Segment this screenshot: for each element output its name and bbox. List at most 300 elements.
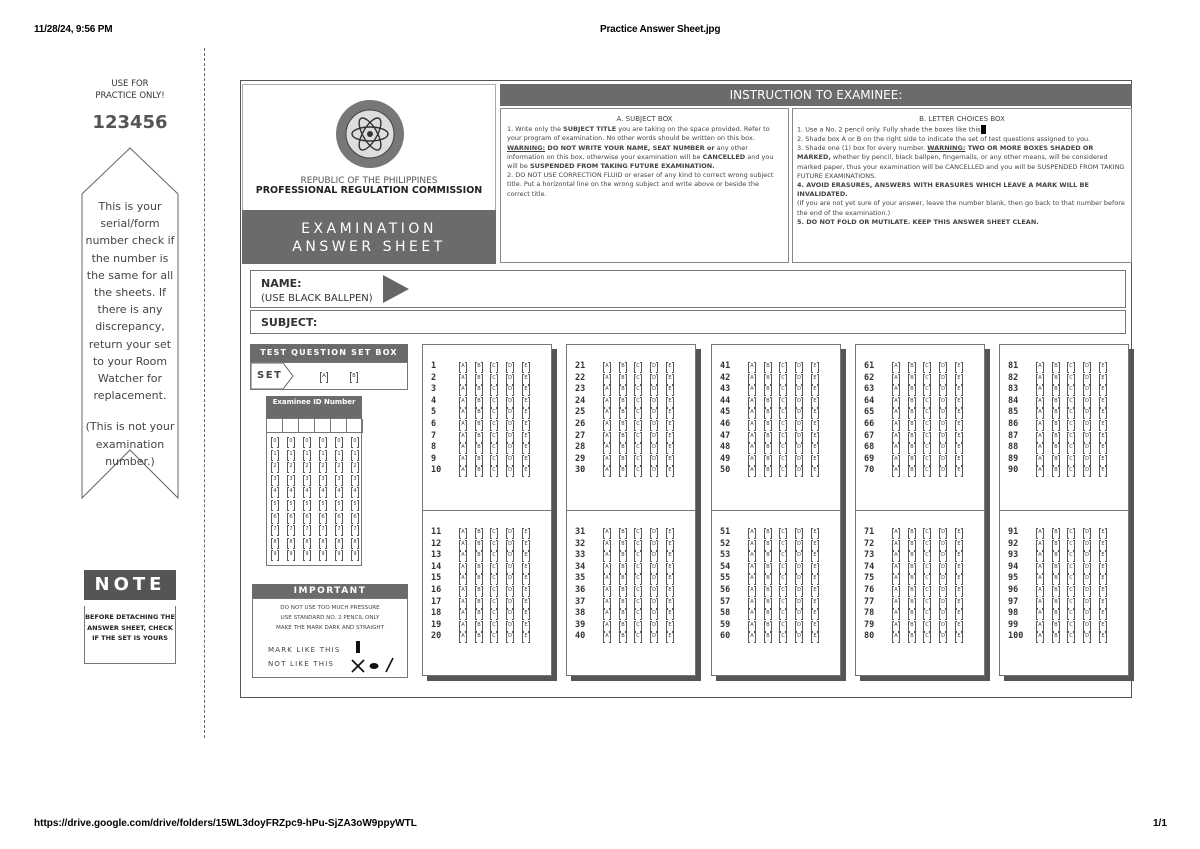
answer-choice-bubble[interactable]: B bbox=[1054, 397, 1058, 404]
answer-choice-bubble[interactable]: B bbox=[766, 455, 770, 462]
answer-choice-bubble[interactable]: A bbox=[605, 397, 609, 404]
answer-choice-bubble[interactable]: E bbox=[957, 386, 961, 393]
answer-choice-bubble[interactable]: C bbox=[492, 598, 496, 605]
answer-choice-bubble[interactable]: B bbox=[766, 540, 770, 547]
answer-choice-bubble[interactable]: D bbox=[508, 467, 512, 474]
answer-choice-bubble[interactable]: A bbox=[750, 374, 754, 381]
answer-choice-bubble[interactable]: D bbox=[941, 467, 945, 474]
answer-choice-bubble[interactable]: D bbox=[941, 409, 945, 416]
answer-choice-bubble[interactable]: E bbox=[1101, 563, 1105, 570]
answer-choice-bubble[interactable]: A bbox=[750, 421, 754, 427]
answer-choice-bubble[interactable]: D bbox=[1085, 455, 1089, 462]
answer-choice-bubble[interactable]: E bbox=[1101, 529, 1105, 535]
answer-choice-bubble[interactable]: A bbox=[750, 587, 754, 593]
answer-choice-bubble[interactable]: A bbox=[461, 432, 465, 439]
answer-choice-bubble[interactable]: C bbox=[925, 455, 929, 462]
answer-choice-bubble[interactable]: D bbox=[941, 386, 945, 393]
id-digit-write-box[interactable] bbox=[283, 419, 299, 433]
answer-choice-bubble[interactable]: C bbox=[781, 610, 785, 617]
answer-choice-bubble[interactable]: D bbox=[1085, 409, 1089, 416]
answer-choice-bubble[interactable]: A bbox=[894, 621, 898, 628]
answer-choice-bubble[interactable]: A bbox=[894, 386, 898, 393]
answer-choice-bubble[interactable]: E bbox=[1101, 575, 1105, 582]
id-digit-write-box[interactable] bbox=[331, 419, 347, 433]
answer-choice-bubble[interactable]: B bbox=[766, 467, 770, 474]
id-digit-bubble[interactable]: 4 bbox=[337, 488, 341, 495]
answer-choice-bubble[interactable]: C bbox=[781, 540, 785, 547]
answer-choice-bubble[interactable]: E bbox=[957, 552, 961, 559]
answer-choice-bubble[interactable]: B bbox=[910, 397, 914, 404]
id-digit-write-box[interactable] bbox=[315, 419, 331, 433]
answer-choice-bubble[interactable]: C bbox=[636, 386, 640, 393]
answer-choice-bubble[interactable]: B bbox=[1054, 455, 1058, 462]
id-digit-bubble[interactable]: 1 bbox=[337, 450, 341, 457]
answer-choice-bubble[interactable]: E bbox=[1101, 374, 1105, 381]
answer-choice-bubble[interactable]: C bbox=[781, 409, 785, 416]
answer-choice-bubble[interactable]: D bbox=[508, 540, 512, 547]
answer-choice-bubble[interactable]: C bbox=[636, 409, 640, 416]
answer-choice-bubble[interactable]: E bbox=[1101, 598, 1105, 605]
answer-choice-bubble[interactable]: D bbox=[797, 374, 801, 381]
answer-choice-bubble[interactable]: C bbox=[781, 598, 785, 605]
answer-choice-bubble[interactable]: D bbox=[941, 563, 945, 570]
answer-choice-bubble[interactable]: B bbox=[477, 552, 481, 559]
id-digit-bubble[interactable]: 0 bbox=[289, 438, 293, 444]
answer-choice-bubble[interactable]: C bbox=[636, 540, 640, 547]
answer-choice-bubble[interactable]: D bbox=[508, 633, 512, 640]
answer-choice-bubble[interactable]: E bbox=[524, 621, 528, 628]
answer-choice-bubble[interactable]: E bbox=[668, 529, 672, 535]
answer-choice-bubble[interactable]: E bbox=[524, 432, 528, 439]
answer-choice-bubble[interactable]: C bbox=[925, 587, 929, 593]
answer-choice-bubble[interactable]: B bbox=[621, 598, 625, 605]
answer-choice-bubble[interactable]: C bbox=[636, 610, 640, 617]
id-digit-bubble[interactable]: 9 bbox=[353, 551, 357, 558]
answer-choice-bubble[interactable]: E bbox=[957, 587, 961, 593]
answer-choice-bubble[interactable]: C bbox=[492, 409, 496, 416]
answer-choice-bubble[interactable]: D bbox=[1085, 610, 1089, 617]
answer-choice-bubble[interactable]: D bbox=[1085, 374, 1089, 381]
answer-choice-bubble[interactable]: B bbox=[621, 421, 625, 427]
answer-choice-bubble[interactable]: E bbox=[524, 610, 528, 617]
answer-choice-bubble[interactable]: B bbox=[1054, 621, 1058, 628]
answer-choice-bubble[interactable]: D bbox=[652, 421, 656, 427]
answer-choice-bubble[interactable]: B bbox=[1054, 467, 1058, 474]
answer-choice-bubble[interactable]: B bbox=[1054, 575, 1058, 582]
answer-choice-bubble[interactable]: D bbox=[508, 409, 512, 416]
answer-choice-bubble[interactable]: E bbox=[813, 610, 817, 617]
answer-choice-bubble[interactable]: E bbox=[1101, 587, 1105, 593]
answer-choice-bubble[interactable]: E bbox=[957, 444, 961, 451]
answer-choice-bubble[interactable]: B bbox=[621, 529, 625, 535]
answer-choice-bubble[interactable]: D bbox=[508, 563, 512, 570]
answer-choice-bubble[interactable]: B bbox=[766, 598, 770, 605]
subject-field[interactable] bbox=[250, 310, 1126, 334]
answer-choice-bubble[interactable]: E bbox=[524, 587, 528, 593]
answer-choice-bubble[interactable]: A bbox=[1038, 444, 1042, 451]
answer-choice-bubble[interactable]: E bbox=[668, 587, 672, 593]
answer-choice-bubble[interactable]: C bbox=[1069, 610, 1073, 617]
answer-choice-bubble[interactable]: B bbox=[477, 455, 481, 462]
answer-choice-bubble[interactable]: D bbox=[1085, 621, 1089, 628]
answer-choice-bubble[interactable]: C bbox=[925, 540, 929, 547]
answer-choice-bubble[interactable]: C bbox=[1069, 397, 1073, 404]
answer-choice-bubble[interactable]: C bbox=[781, 397, 785, 404]
answer-choice-bubble[interactable]: C bbox=[492, 587, 496, 593]
answer-choice-bubble[interactable]: B bbox=[766, 363, 770, 369]
answer-choice-bubble[interactable]: B bbox=[477, 363, 481, 369]
answer-choice-bubble[interactable]: C bbox=[636, 552, 640, 559]
answer-choice-bubble[interactable]: B bbox=[1054, 633, 1058, 640]
answer-choice-bubble[interactable]: B bbox=[766, 633, 770, 640]
answer-choice-bubble[interactable]: C bbox=[636, 621, 640, 628]
answer-choice-bubble[interactable]: A bbox=[461, 575, 465, 582]
answer-choice-bubble[interactable]: E bbox=[1101, 386, 1105, 393]
answer-choice-bubble[interactable]: C bbox=[925, 397, 929, 404]
answer-choice-bubble[interactable]: C bbox=[492, 621, 496, 628]
answer-choice-bubble[interactable]: A bbox=[750, 455, 754, 462]
answer-choice-bubble[interactable]: B bbox=[621, 397, 625, 404]
id-digit-bubble[interactable]: 4 bbox=[305, 488, 309, 495]
answer-choice-bubble[interactable]: C bbox=[492, 455, 496, 462]
answer-choice-bubble[interactable]: C bbox=[1069, 421, 1073, 427]
answer-choice-bubble[interactable]: D bbox=[797, 397, 801, 404]
answer-choice-bubble[interactable]: C bbox=[492, 363, 496, 369]
answer-choice-bubble[interactable]: B bbox=[477, 397, 481, 404]
answer-choice-bubble[interactable]: A bbox=[461, 363, 465, 369]
answer-choice-bubble[interactable]: D bbox=[941, 540, 945, 547]
answer-choice-bubble[interactable]: A bbox=[894, 421, 898, 427]
answer-choice-bubble[interactable]: D bbox=[941, 374, 945, 381]
answer-choice-bubble[interactable]: B bbox=[477, 432, 481, 439]
answer-choice-bubble[interactable]: B bbox=[621, 563, 625, 570]
answer-choice-bubble[interactable]: A bbox=[750, 467, 754, 474]
answer-choice-bubble[interactable]: B bbox=[766, 563, 770, 570]
answer-choice-bubble[interactable]: E bbox=[957, 610, 961, 617]
answer-choice-bubble[interactable]: B bbox=[910, 444, 914, 451]
id-digit-bubble[interactable]: 1 bbox=[289, 450, 293, 457]
answer-choice-bubble[interactable]: B bbox=[910, 598, 914, 605]
answer-choice-bubble[interactable]: A bbox=[605, 529, 609, 535]
answer-choice-bubble[interactable]: C bbox=[1069, 432, 1073, 439]
answer-choice-bubble[interactable]: B bbox=[910, 529, 914, 535]
id-digit-bubble[interactable]: 4 bbox=[273, 488, 277, 495]
answer-choice-bubble[interactable]: A bbox=[750, 575, 754, 582]
answer-choice-bubble[interactable]: A bbox=[750, 386, 754, 393]
answer-choice-bubble[interactable]: E bbox=[957, 374, 961, 381]
answer-choice-bubble[interactable]: E bbox=[524, 363, 528, 369]
answer-choice-bubble[interactable]: E bbox=[1101, 421, 1105, 427]
answer-choice-bubble[interactable]: E bbox=[524, 552, 528, 559]
answer-choice-bubble[interactable]: A bbox=[461, 397, 465, 404]
answer-choice-bubble[interactable]: D bbox=[652, 598, 656, 605]
id-digit-bubble[interactable]: 9 bbox=[305, 551, 309, 558]
id-digit-bubble[interactable]: 0 bbox=[353, 438, 357, 444]
answer-choice-bubble[interactable]: C bbox=[925, 386, 929, 393]
answer-choice-bubble[interactable]: D bbox=[941, 621, 945, 628]
answer-choice-bubble[interactable]: A bbox=[894, 432, 898, 439]
answer-choice-bubble[interactable]: B bbox=[621, 621, 625, 628]
answer-choice-bubble[interactable]: D bbox=[941, 455, 945, 462]
answer-choice-bubble[interactable]: C bbox=[925, 610, 929, 617]
answer-choice-bubble[interactable]: D bbox=[652, 363, 656, 369]
answer-choice-bubble[interactable]: E bbox=[957, 455, 961, 462]
answer-choice-bubble[interactable]: B bbox=[621, 455, 625, 462]
answer-choice-bubble[interactable]: C bbox=[1069, 621, 1073, 628]
answer-choice-bubble[interactable]: D bbox=[508, 621, 512, 628]
answer-choice-bubble[interactable]: D bbox=[508, 610, 512, 617]
answer-choice-bubble[interactable]: D bbox=[941, 633, 945, 640]
answer-choice-bubble[interactable]: C bbox=[925, 563, 929, 570]
answer-choice-bubble[interactable]: A bbox=[461, 621, 465, 628]
answer-choice-bubble[interactable]: D bbox=[797, 455, 801, 462]
answer-choice-bubble[interactable]: D bbox=[1085, 432, 1089, 439]
answer-choice-bubble[interactable]: C bbox=[925, 575, 929, 582]
answer-choice-bubble[interactable]: A bbox=[461, 467, 465, 474]
answer-choice-bubble[interactable]: D bbox=[508, 455, 512, 462]
answer-choice-bubble[interactable]: C bbox=[492, 432, 496, 439]
answer-choice-bubble[interactable]: E bbox=[668, 397, 672, 404]
answer-choice-bubble[interactable]: B bbox=[766, 529, 770, 535]
answer-choice-bubble[interactable]: B bbox=[477, 563, 481, 570]
answer-choice-bubble[interactable]: D bbox=[652, 587, 656, 593]
answer-choice-bubble[interactable]: E bbox=[1101, 540, 1105, 547]
answer-choice-bubble[interactable]: A bbox=[461, 563, 465, 570]
id-digit-bubble[interactable]: 0 bbox=[305, 438, 309, 444]
id-digit-bubble[interactable]: 0 bbox=[321, 438, 325, 444]
id-digit-bubble[interactable]: 6 bbox=[305, 513, 309, 520]
answer-choice-bubble[interactable]: C bbox=[781, 563, 785, 570]
answer-choice-bubble[interactable]: C bbox=[636, 633, 640, 640]
answer-choice-bubble[interactable]: B bbox=[621, 467, 625, 474]
answer-choice-bubble[interactable]: C bbox=[925, 633, 929, 640]
answer-choice-bubble[interactable]: C bbox=[1069, 444, 1073, 451]
set-option-a[interactable]: A bbox=[322, 373, 326, 379]
answer-choice-bubble[interactable]: D bbox=[1085, 529, 1089, 535]
answer-choice-bubble[interactable]: C bbox=[1069, 455, 1073, 462]
answer-choice-bubble[interactable]: C bbox=[781, 467, 785, 474]
answer-choice-bubble[interactable]: D bbox=[508, 587, 512, 593]
answer-choice-bubble[interactable]: B bbox=[910, 467, 914, 474]
answer-choice-bubble[interactable]: D bbox=[1085, 575, 1089, 582]
id-digit-bubble[interactable]: 1 bbox=[321, 450, 325, 457]
answer-choice-bubble[interactable]: E bbox=[524, 409, 528, 416]
id-digit-bubble[interactable]: 1 bbox=[305, 450, 309, 457]
answer-choice-bubble[interactable]: A bbox=[461, 552, 465, 559]
answer-choice-bubble[interactable]: A bbox=[605, 386, 609, 393]
answer-choice-bubble[interactable]: E bbox=[813, 540, 817, 547]
answer-choice-bubble[interactable]: D bbox=[1085, 633, 1089, 640]
answer-choice-bubble[interactable]: C bbox=[925, 444, 929, 451]
answer-choice-bubble[interactable]: B bbox=[766, 587, 770, 593]
answer-choice-bubble[interactable]: C bbox=[636, 529, 640, 535]
answer-choice-bubble[interactable]: B bbox=[477, 421, 481, 427]
answer-choice-bubble[interactable]: C bbox=[492, 444, 496, 451]
id-digit-bubble[interactable]: 8 bbox=[273, 538, 277, 545]
id-digit-bubble[interactable]: 4 bbox=[321, 488, 325, 495]
answer-choice-bubble[interactable]: D bbox=[652, 563, 656, 570]
id-digit-bubble[interactable]: 8 bbox=[337, 538, 341, 545]
answer-choice-bubble[interactable]: A bbox=[461, 421, 465, 427]
answer-choice-bubble[interactable]: E bbox=[668, 432, 672, 439]
id-digit-bubble[interactable]: 3 bbox=[289, 475, 293, 482]
answer-choice-bubble[interactable]: A bbox=[894, 363, 898, 369]
answer-choice-bubble[interactable]: D bbox=[797, 409, 801, 416]
id-digit-bubble[interactable]: 5 bbox=[273, 501, 277, 507]
answer-choice-bubble[interactable]: E bbox=[957, 467, 961, 474]
answer-choice-bubble[interactable]: B bbox=[477, 610, 481, 617]
answer-choice-bubble[interactable]: B bbox=[910, 409, 914, 416]
answer-choice-bubble[interactable]: C bbox=[1069, 587, 1073, 593]
answer-choice-bubble[interactable]: D bbox=[652, 444, 656, 451]
answer-choice-bubble[interactable]: D bbox=[941, 421, 945, 427]
answer-choice-bubble[interactable]: E bbox=[957, 529, 961, 535]
answer-choice-bubble[interactable]: A bbox=[894, 540, 898, 547]
id-digit-write-box[interactable] bbox=[267, 419, 283, 433]
answer-choice-bubble[interactable]: D bbox=[508, 552, 512, 559]
answer-choice-bubble[interactable]: D bbox=[797, 633, 801, 640]
id-digit-bubble[interactable]: 8 bbox=[321, 538, 325, 545]
answer-choice-bubble[interactable]: D bbox=[1085, 386, 1089, 393]
answer-choice-bubble[interactable]: C bbox=[1069, 386, 1073, 393]
answer-choice-bubble[interactable]: A bbox=[461, 587, 465, 593]
answer-choice-bubble[interactable]: C bbox=[781, 374, 785, 381]
id-digit-bubble[interactable]: 3 bbox=[337, 475, 341, 482]
id-digit-bubble[interactable]: 7 bbox=[289, 526, 293, 533]
answer-choice-bubble[interactable]: D bbox=[1085, 552, 1089, 559]
answer-choice-bubble[interactable]: A bbox=[894, 633, 898, 640]
answer-choice-bubble[interactable]: E bbox=[524, 374, 528, 381]
answer-choice-bubble[interactable]: D bbox=[652, 397, 656, 404]
answer-choice-bubble[interactable]: E bbox=[668, 540, 672, 547]
answer-choice-bubble[interactable]: E bbox=[813, 432, 817, 439]
answer-choice-bubble[interactable]: C bbox=[925, 552, 929, 559]
answer-choice-bubble[interactable]: E bbox=[1101, 610, 1105, 617]
answer-choice-bubble[interactable]: E bbox=[957, 575, 961, 582]
id-digit-bubble[interactable]: 9 bbox=[273, 551, 277, 558]
answer-choice-bubble[interactable]: C bbox=[636, 374, 640, 381]
answer-choice-bubble[interactable]: B bbox=[1054, 529, 1058, 535]
answer-choice-bubble[interactable]: B bbox=[621, 587, 625, 593]
answer-choice-bubble[interactable]: A bbox=[1038, 552, 1042, 559]
answer-choice-bubble[interactable]: A bbox=[605, 621, 609, 628]
answer-choice-bubble[interactable]: C bbox=[925, 598, 929, 605]
answer-choice-bubble[interactable]: E bbox=[668, 444, 672, 451]
id-digit-write-box[interactable] bbox=[347, 419, 363, 433]
answer-choice-bubble[interactable]: D bbox=[508, 529, 512, 535]
answer-choice-bubble[interactable]: C bbox=[781, 552, 785, 559]
answer-choice-bubble[interactable]: C bbox=[781, 455, 785, 462]
answer-choice-bubble[interactable]: B bbox=[766, 552, 770, 559]
answer-choice-bubble[interactable]: A bbox=[605, 409, 609, 416]
answer-choice-bubble[interactable]: B bbox=[621, 540, 625, 547]
answer-choice-bubble[interactable]: C bbox=[1069, 540, 1073, 547]
answer-choice-bubble[interactable]: E bbox=[668, 552, 672, 559]
answer-choice-bubble[interactable]: A bbox=[750, 363, 754, 369]
answer-choice-bubble[interactable]: C bbox=[1069, 363, 1073, 369]
id-digit-bubble[interactable]: 0 bbox=[337, 438, 341, 444]
answer-choice-bubble[interactable]: E bbox=[957, 397, 961, 404]
answer-choice-bubble[interactable]: C bbox=[636, 598, 640, 605]
answer-choice-bubble[interactable]: B bbox=[910, 363, 914, 369]
answer-choice-bubble[interactable]: A bbox=[750, 563, 754, 570]
answer-choice-bubble[interactable]: B bbox=[910, 587, 914, 593]
answer-choice-bubble[interactable]: A bbox=[605, 610, 609, 617]
answer-choice-bubble[interactable]: A bbox=[1038, 575, 1042, 582]
answer-choice-bubble[interactable]: D bbox=[1085, 563, 1089, 570]
answer-choice-bubble[interactable]: C bbox=[781, 421, 785, 427]
answer-choice-bubble[interactable]: C bbox=[492, 529, 496, 535]
answer-choice-bubble[interactable]: A bbox=[1038, 587, 1042, 593]
answer-choice-bubble[interactable]: B bbox=[1054, 374, 1058, 381]
answer-choice-bubble[interactable]: A bbox=[1038, 409, 1042, 416]
answer-choice-bubble[interactable]: A bbox=[894, 397, 898, 404]
answer-choice-bubble[interactable]: B bbox=[910, 374, 914, 381]
answer-choice-bubble[interactable]: E bbox=[957, 633, 961, 640]
answer-choice-bubble[interactable]: D bbox=[652, 374, 656, 381]
answer-choice-bubble[interactable]: A bbox=[1038, 633, 1042, 640]
answer-choice-bubble[interactable]: A bbox=[894, 575, 898, 582]
answer-choice-bubble[interactable]: C bbox=[781, 633, 785, 640]
answer-choice-bubble[interactable]: B bbox=[477, 587, 481, 593]
answer-choice-bubble[interactable]: A bbox=[1038, 598, 1042, 605]
answer-choice-bubble[interactable]: E bbox=[813, 598, 817, 605]
id-digit-bubble[interactable]: 6 bbox=[321, 513, 325, 520]
answer-choice-bubble[interactable]: D bbox=[508, 363, 512, 369]
answer-choice-bubble[interactable]: B bbox=[621, 552, 625, 559]
answer-choice-bubble[interactable]: D bbox=[652, 455, 656, 462]
answer-choice-bubble[interactable]: C bbox=[781, 386, 785, 393]
answer-choice-bubble[interactable]: B bbox=[1054, 540, 1058, 547]
answer-choice-bubble[interactable]: D bbox=[652, 467, 656, 474]
answer-choice-bubble[interactable]: E bbox=[813, 374, 817, 381]
answer-choice-bubble[interactable]: A bbox=[750, 432, 754, 439]
answer-choice-bubble[interactable]: A bbox=[461, 444, 465, 451]
answer-choice-bubble[interactable]: A bbox=[1038, 563, 1042, 570]
answer-choice-bubble[interactable]: A bbox=[1038, 397, 1042, 404]
answer-choice-bubble[interactable]: B bbox=[910, 432, 914, 439]
answer-choice-bubble[interactable]: B bbox=[621, 432, 625, 439]
answer-choice-bubble[interactable]: B bbox=[477, 598, 481, 605]
id-digit-bubble[interactable]: 5 bbox=[289, 501, 293, 507]
id-digit-bubble[interactable]: 2 bbox=[353, 463, 357, 470]
answer-choice-bubble[interactable]: D bbox=[652, 621, 656, 628]
answer-choice-bubble[interactable]: B bbox=[477, 374, 481, 381]
answer-choice-bubble[interactable]: A bbox=[750, 540, 754, 547]
answer-choice-bubble[interactable]: E bbox=[957, 540, 961, 547]
answer-choice-bubble[interactable]: A bbox=[461, 455, 465, 462]
answer-choice-bubble[interactable]: C bbox=[492, 552, 496, 559]
answer-choice-bubble[interactable]: E bbox=[957, 621, 961, 628]
answer-choice-bubble[interactable]: A bbox=[605, 374, 609, 381]
answer-choice-bubble[interactable]: D bbox=[508, 374, 512, 381]
answer-choice-bubble[interactable]: B bbox=[477, 386, 481, 393]
id-digit-bubble[interactable]: 7 bbox=[273, 526, 277, 533]
answer-choice-bubble[interactable]: B bbox=[1054, 552, 1058, 559]
answer-choice-bubble[interactable]: D bbox=[508, 397, 512, 404]
answer-choice-bubble[interactable]: B bbox=[1054, 386, 1058, 393]
answer-choice-bubble[interactable]: A bbox=[894, 444, 898, 451]
answer-choice-bubble[interactable]: D bbox=[652, 432, 656, 439]
answer-choice-bubble[interactable]: B bbox=[1054, 421, 1058, 427]
id-digit-bubble[interactable]: 6 bbox=[353, 513, 357, 520]
answer-choice-bubble[interactable]: B bbox=[477, 444, 481, 451]
answer-choice-bubble[interactable]: A bbox=[461, 409, 465, 416]
answer-choice-bubble[interactable]: E bbox=[668, 363, 672, 369]
answer-choice-bubble[interactable]: A bbox=[605, 598, 609, 605]
answer-choice-bubble[interactable]: E bbox=[813, 587, 817, 593]
answer-choice-bubble[interactable]: D bbox=[797, 598, 801, 605]
